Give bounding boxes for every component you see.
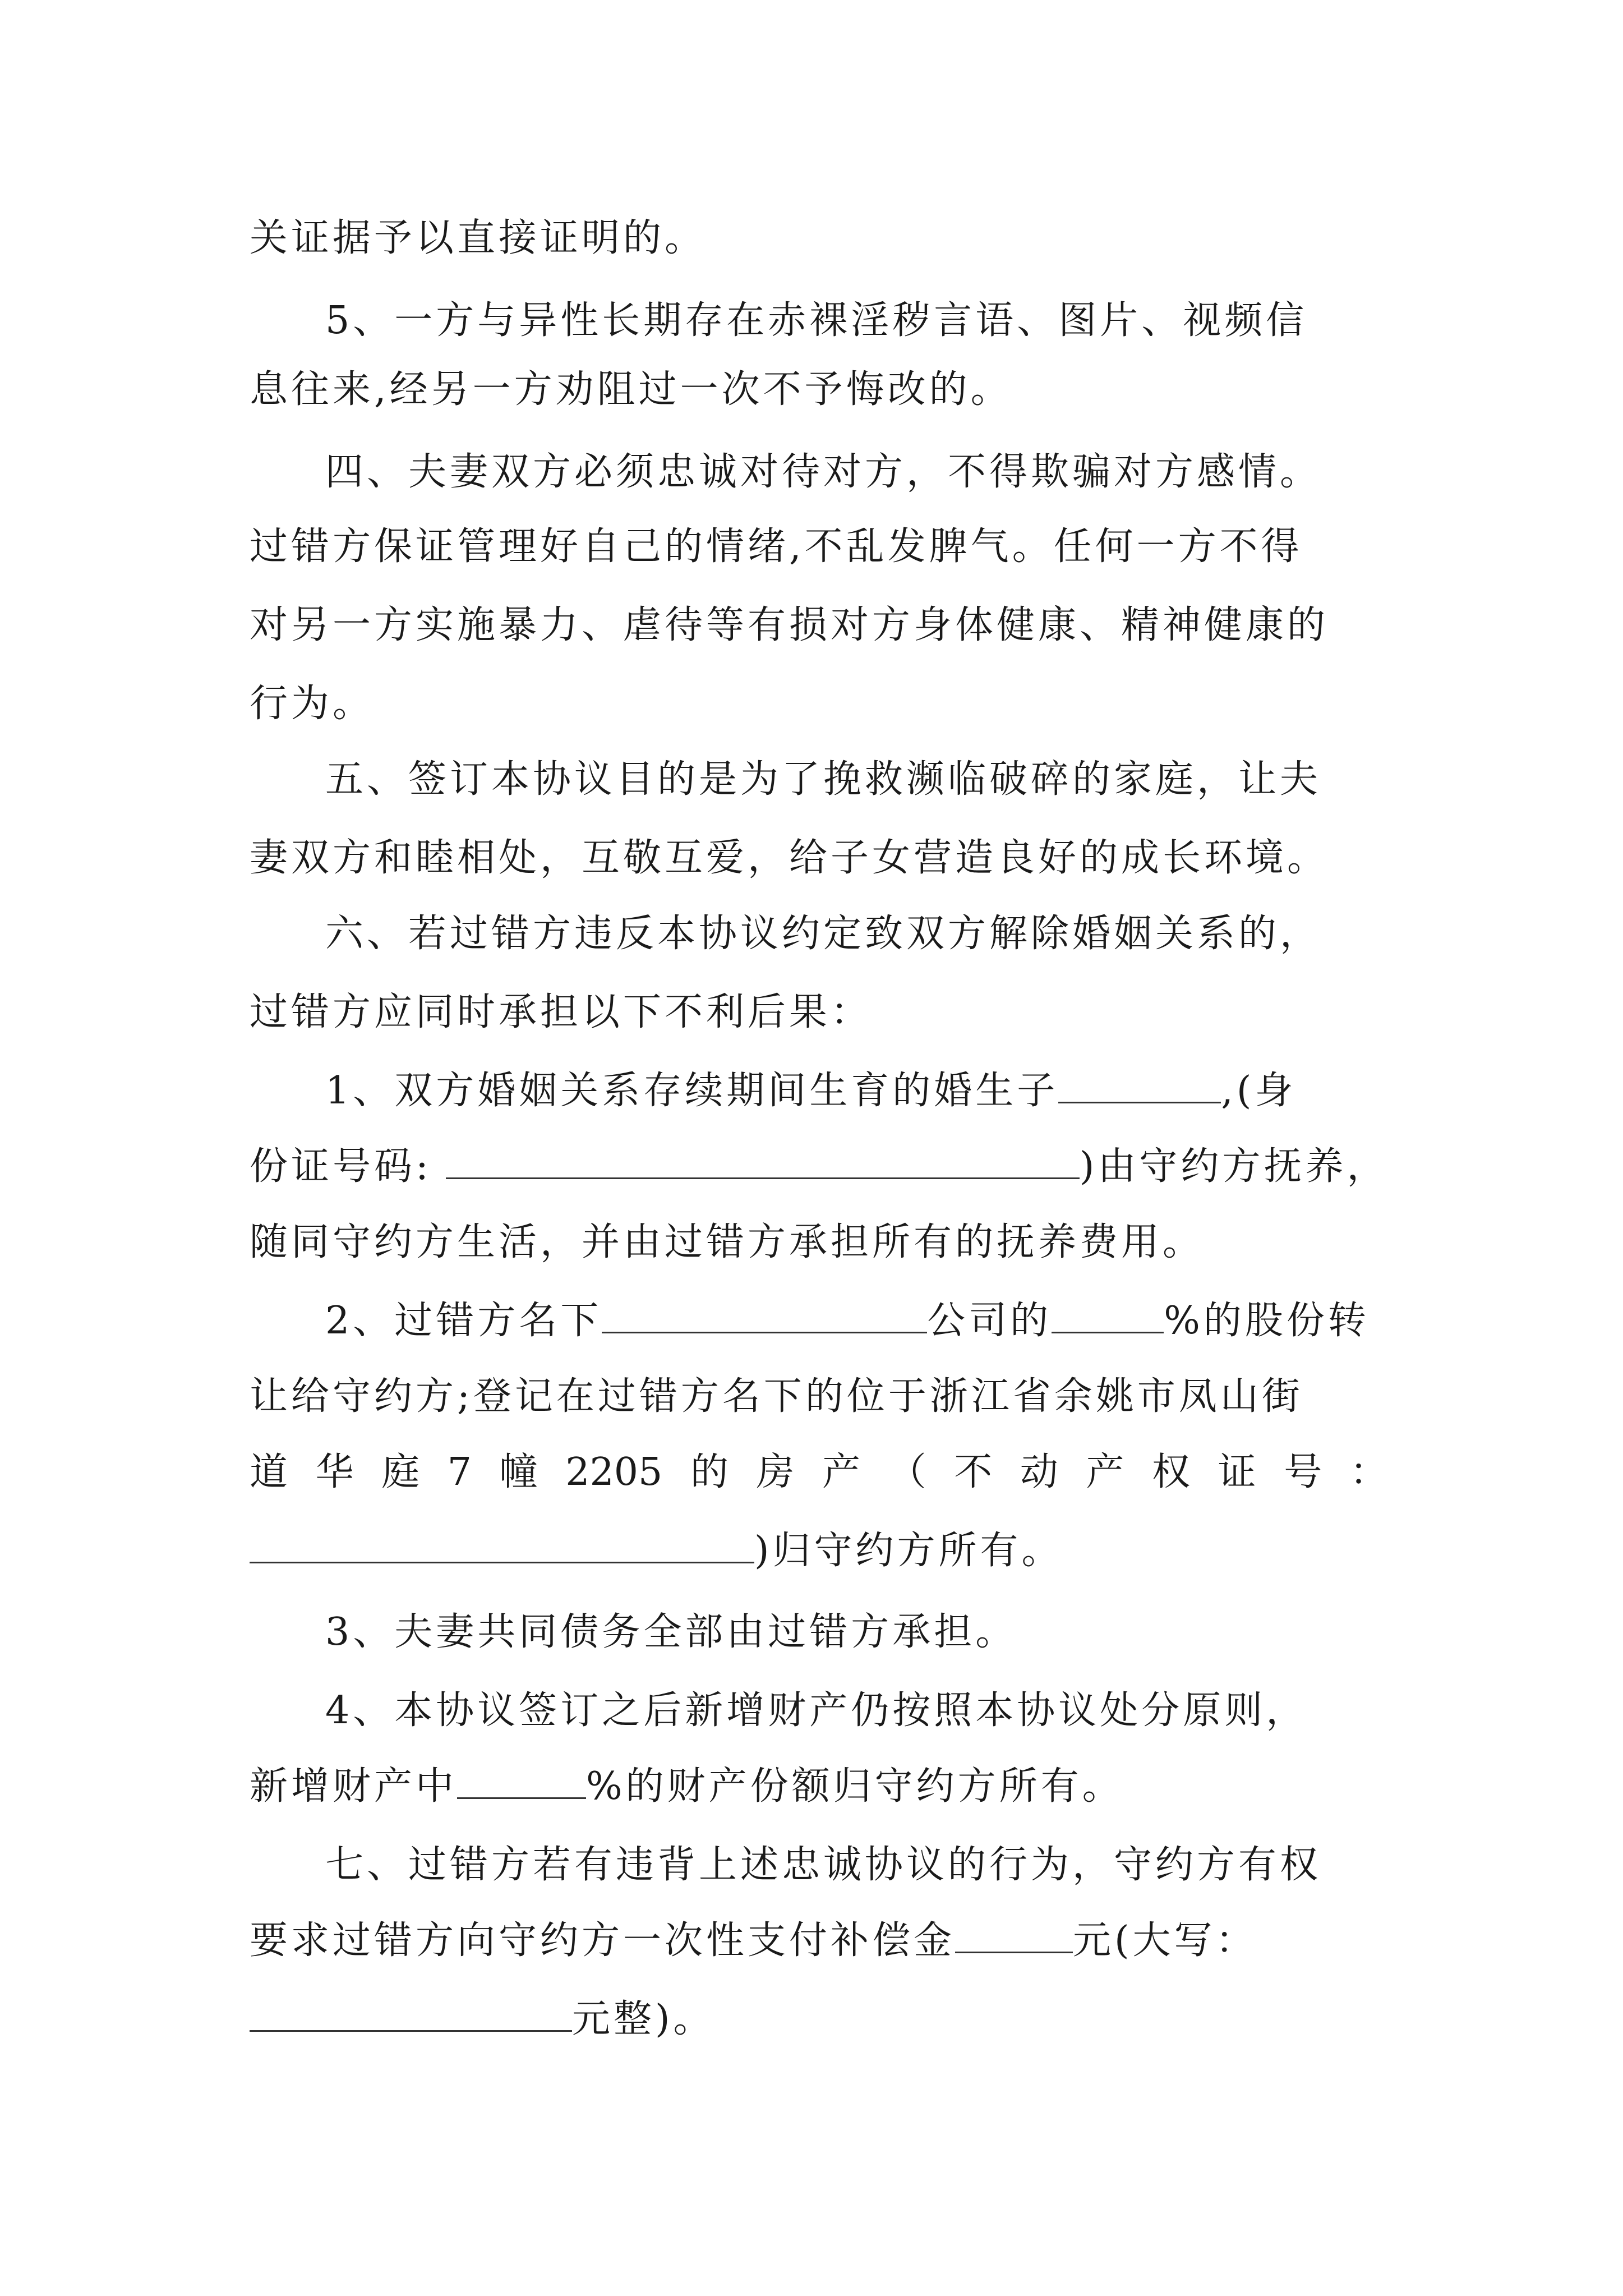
text-line: 让给守约方;登记在过错方名下的位于浙江省余姚市凤山街 [250,1374,1303,1419]
text-line [250,1136,1388,1198]
line-text: ： [1349,1450,1388,1494]
line-text: 要求过错方向守约方一次性支付补偿金 [250,1918,956,1963]
fill-in-blank-amount[interactable] [955,1912,1073,1953]
line-text: 不 [954,1450,993,1494]
text-line: 息往来,经另一方劝阻过一次不予悔改的。 [250,367,1012,412]
line-text: ,(身 [1221,1069,1297,1113]
text-line: 随同守约方生活，并由过错方承担所有的抚养费用。 [250,1220,1205,1264]
text-line [325,1060,1388,1122]
fill-in-blank-company[interactable] [602,1292,927,1333]
text-line [250,1442,1388,1503]
line-text: 的 [690,1450,728,1494]
text-line: 妻双方和睦相处，互敬互爱，给子女营造良好的成长环境。 [250,836,1329,880]
text-line: 3、夫妻共同债务全部由过错方承担。 [325,1610,1017,1654]
line-text: 权 [1152,1450,1191,1494]
line-text: )归守约方所有。 [754,1529,1063,1573]
line-text: 产 [1086,1450,1124,1494]
line-text: 公司的 [927,1299,1052,1343]
line-text: 房 [756,1450,795,1494]
fill-in-blank-child-name[interactable] [1058,1062,1221,1103]
text-line: 过错方保证管理好自己的情绪,不乱发脾气。任何一方不得 [250,524,1303,569]
text-line: 关证据予以直接证明的。 [250,216,707,260]
line-text: 证 [1218,1450,1256,1494]
line-text: %的股份转 [1164,1299,1370,1343]
text-line [325,1290,1388,1352]
line-text: 2205 [565,1450,663,1494]
fill-in-blank-amount-capital[interactable] [250,1991,572,2032]
fill-in-blank-asset-percent[interactable] [457,1758,586,1799]
line-text: 动 [1020,1450,1058,1494]
fill-in-blank-share-percent[interactable] [1052,1292,1164,1333]
line-text: 1、双方婚姻关系存续期间生育的婚生子 [325,1069,1059,1113]
line-text: 元(大写： [1073,1918,1257,1963]
text-line [250,1756,1388,1818]
text-line: 4、本协议签订之后新增财产仍按照本协议处分原则， [325,1688,1308,1733]
text-line: 七、过错方若有违背上述忠诚协议的行为，守约方有权 [325,1843,1322,1887]
line-text: 2、过错方名下 [325,1299,602,1343]
text-line [250,1989,1388,2050]
line-text: 幢 [499,1450,538,1494]
line-text: 号 [1284,1450,1322,1494]
text-line [250,1520,1388,1582]
line-text: 元整)。 [572,1997,715,2041]
fill-in-blank-id-number[interactable] [446,1138,1080,1179]
line-text: 华 [315,1450,354,1494]
text-line: 四、夫妻双方必须忠诚对待对方，不得欺骗对方感情。 [325,450,1322,494]
line-text: 份证号码: [250,1144,432,1189]
fill-in-blank-property-cert[interactable] [250,1522,754,1563]
text-line: 过错方应同时承担以下不利后果： [250,990,873,1034]
text-line: 5、一方与异性长期存在赤裸淫秽言语、图片、视频信 [325,298,1308,343]
text-line: 对另一方实施暴力、虐待等有损对方身体健康、精神健康的 [250,603,1329,647]
text-line [250,1910,1388,1972]
line-text: 产 [822,1450,861,1494]
line-text: 新增财产中 [250,1764,458,1809]
line-text: 庭 [381,1450,420,1494]
text-line: 六、若过错方违反本协议约定致双方解除婚姻关系的， [325,912,1322,956]
line-text: 道 [250,1450,288,1494]
text-line: 五、签订本协议目的是为了挽救濒临破碎的家庭，让夫 [325,757,1322,802]
line-text: （ [888,1450,926,1494]
line-text: %的财产份额归守约方所有。 [586,1764,1124,1809]
line-text: )由守约方抚养， [1079,1144,1389,1189]
text-line: 行为。 [250,682,375,726]
line-text: 7 [447,1450,472,1494]
